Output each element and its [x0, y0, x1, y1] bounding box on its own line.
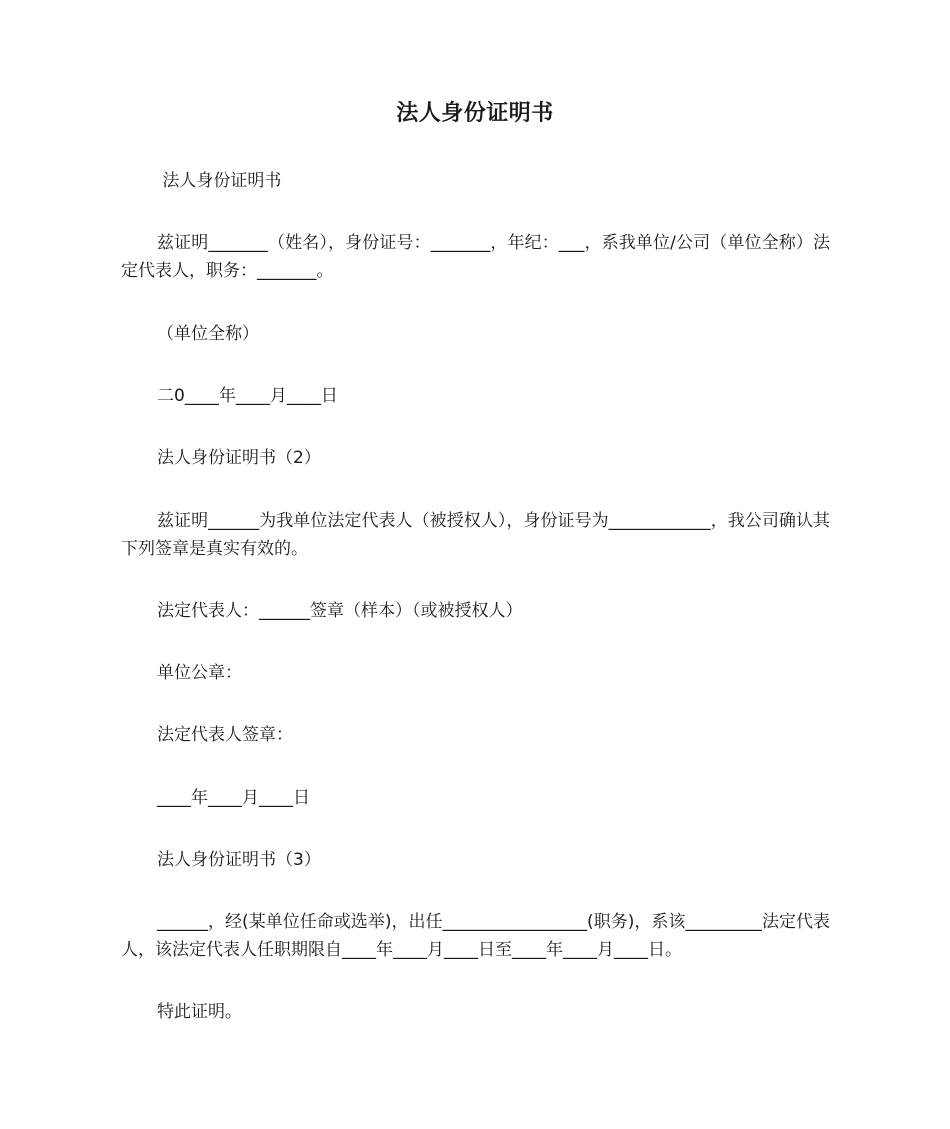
paragraph-date-1: 二0____年____月____日: [157, 386, 338, 406]
document-title: 法人身份证明书: [396, 101, 554, 126]
paragraph-heading-3: 法人身份证明书（3）: [157, 850, 321, 870]
paragraph-certification-1: 兹证明_______（姓名），身份证号：_______，年纪：___，系我单位/公司（单位全称）法定代表人，职务：_______。: [121, 233, 830, 281]
paragraph-legal-rep-seal: 法定代表人签章：: [157, 725, 293, 745]
paragraph-unit-name: （单位全称）: [157, 324, 259, 344]
paragraph-company-seal: 单位公章：: [157, 663, 242, 683]
paragraph-heading-1: 法人身份证明书: [157, 171, 282, 191]
paragraph-certification-3: ______，经(某单位任命或选举)，出任_________________(职务)，系该_________法定代表人，该法定代表人任职期限自____年____月____日至____年____月____日。: [121, 912, 830, 960]
paragraph-certification-2: 兹证明______为我单位法定代表人（被授权人），身份证号为____________，我公司确认其下列签章是真实有效的。: [121, 511, 830, 559]
paragraph-legal-rep-signature: 法定代表人：______签章（样本）（或被授权人）: [157, 601, 523, 621]
paragraph-heading-2: 法人身份证明书（2）: [157, 448, 321, 468]
paragraph-date-2: ____年____月____日: [157, 788, 310, 808]
paragraph-closing: 特此证明。: [157, 1002, 242, 1022]
